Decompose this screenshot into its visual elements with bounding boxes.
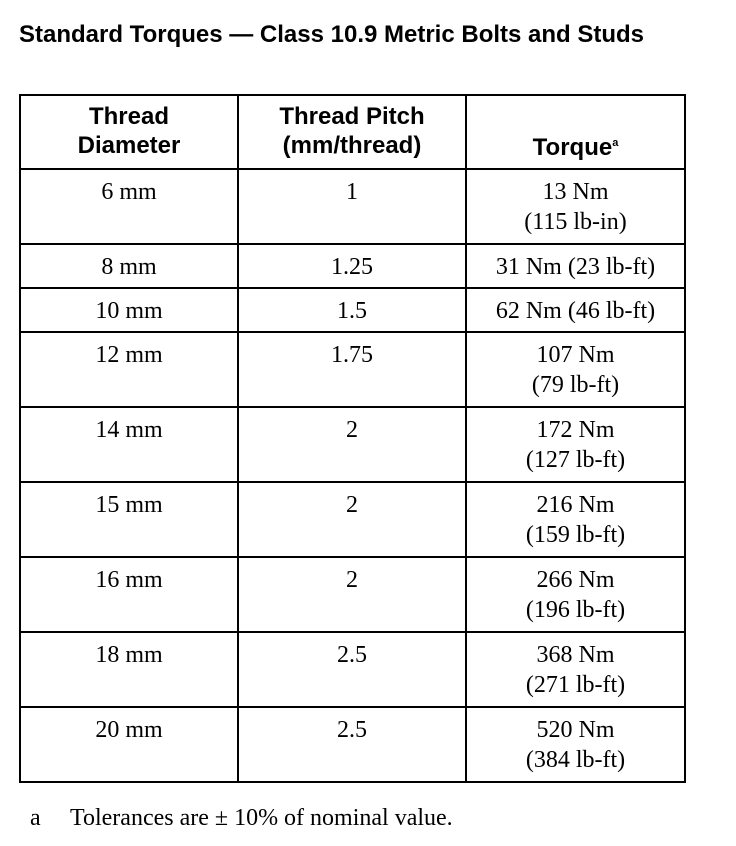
page-title: Standard Torques — Class 10.9 Metric Bolts and Studs bbox=[19, 21, 645, 48]
cell-thread-diameter: 10 mm bbox=[20, 288, 238, 332]
footnote-text: Tolerances are ± 10% of nominal value. bbox=[70, 805, 453, 831]
header-pitch-line1: Thread Pitch bbox=[279, 103, 425, 130]
table-row bbox=[20, 169, 685, 244]
footnote bbox=[30, 803, 453, 833]
header-torque-label: Torque bbox=[532, 134, 613, 161]
table-header-row bbox=[20, 95, 685, 169]
header-thread-pitch bbox=[238, 95, 466, 169]
cell-thread-pitch: 1.5 bbox=[238, 288, 466, 332]
header-diameter-line2: Diameter bbox=[77, 132, 181, 159]
cell-thread-diameter: 12 mm bbox=[20, 332, 238, 407]
torque-metric: 107 Nm bbox=[536, 342, 615, 368]
header-thread-diameter bbox=[20, 95, 238, 169]
cell-torque bbox=[466, 707, 685, 782]
cell-thread-diameter: 6 mm bbox=[20, 169, 238, 244]
torque-metric: 62 Nm (46 lb-ft) bbox=[495, 298, 656, 324]
torque-metric: 216 Nm bbox=[536, 492, 615, 518]
torque-imperial: (159 lb-ft) bbox=[525, 522, 626, 548]
header-pitch-line2: (mm/thread) bbox=[282, 132, 422, 159]
table-row bbox=[20, 482, 685, 557]
cell-thread-diameter: 20 mm bbox=[20, 707, 238, 782]
torque-imperial: (196 lb-ft) bbox=[525, 597, 626, 623]
cell-torque bbox=[466, 332, 685, 407]
cell-thread-diameter: 14 mm bbox=[20, 407, 238, 482]
table-row bbox=[20, 632, 685, 707]
torque-imperial: (271 lb-ft) bbox=[525, 672, 626, 698]
table-row bbox=[20, 707, 685, 782]
torque-imperial: (79 lb-ft) bbox=[531, 372, 620, 398]
torque-imperial: (384 lb-ft) bbox=[525, 747, 626, 773]
cell-torque bbox=[466, 244, 685, 288]
cell-torque bbox=[466, 288, 685, 332]
torque-metric: 172 Nm bbox=[536, 417, 615, 443]
header-diameter-line1: Thread bbox=[88, 103, 169, 130]
cell-torque bbox=[466, 169, 685, 244]
torque-metric: 368 Nm bbox=[536, 642, 615, 668]
cell-thread-pitch: 2.5 bbox=[238, 707, 466, 782]
table-row bbox=[20, 332, 685, 407]
cell-thread-pitch: 2.5 bbox=[238, 632, 466, 707]
cell-thread-pitch: 2 bbox=[238, 407, 466, 482]
torque-metric: 520 Nm bbox=[536, 717, 615, 743]
cell-thread-diameter: 18 mm bbox=[20, 632, 238, 707]
cell-thread-pitch: 1.75 bbox=[238, 332, 466, 407]
cell-thread-diameter: 8 mm bbox=[20, 244, 238, 288]
torque-table bbox=[19, 94, 686, 783]
cell-torque bbox=[466, 557, 685, 632]
cell-thread-pitch: 2 bbox=[238, 557, 466, 632]
table-row bbox=[20, 244, 685, 288]
table-row bbox=[20, 407, 685, 482]
cell-thread-pitch: 2 bbox=[238, 482, 466, 557]
cell-torque bbox=[466, 632, 685, 707]
table-row bbox=[20, 557, 685, 632]
cell-thread-diameter: 16 mm bbox=[20, 557, 238, 632]
torque-imperial: (127 lb-ft) bbox=[525, 447, 626, 473]
table-row bbox=[20, 288, 685, 332]
torque-metric: 13 Nm bbox=[542, 179, 609, 205]
cell-torque bbox=[466, 482, 685, 557]
header-torque bbox=[466, 95, 685, 169]
torque-metric: 266 Nm bbox=[536, 567, 615, 593]
footnote-mark: a bbox=[30, 805, 41, 831]
cell-thread-diameter: 15 mm bbox=[20, 482, 238, 557]
footnote-reference: a bbox=[612, 137, 619, 149]
torque-imperial: (115 lb-in) bbox=[524, 209, 627, 235]
torque-metric: 31 Nm (23 lb-ft) bbox=[495, 254, 656, 280]
cell-thread-pitch: 1 bbox=[238, 169, 466, 244]
cell-torque bbox=[466, 407, 685, 482]
cell-thread-pitch: 1.25 bbox=[238, 244, 466, 288]
